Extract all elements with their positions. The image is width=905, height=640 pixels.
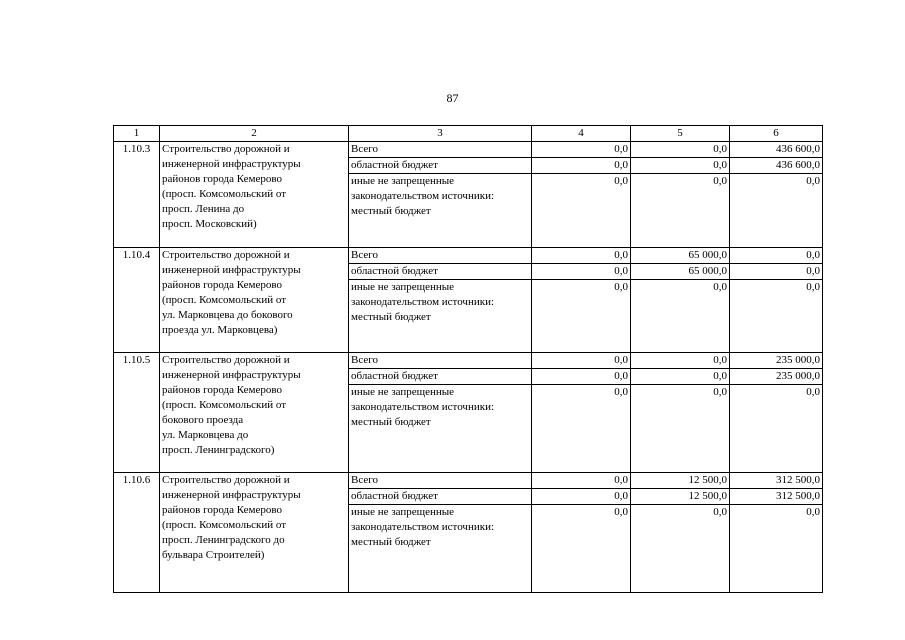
description-line: просп. Ленинградского) — [162, 444, 275, 456]
description-line: ул. Марковцева до бокового — [162, 309, 293, 321]
source-total-label: Всего — [349, 353, 532, 369]
description-line: инженерной инфраструктуры — [162, 264, 301, 276]
value-cell: 0,0 — [730, 280, 823, 353]
value-cell: 436 600,0 — [730, 158, 823, 174]
table-row-total — [114, 142, 823, 158]
value-cell: 235 000,0 — [730, 353, 823, 369]
value-cell: 0,0 — [532, 264, 631, 280]
source-other-line: иные не запрещенные — [351, 506, 455, 518]
row-number: 1.10.4 — [114, 248, 160, 353]
source-other-line: местный бюджет — [351, 416, 431, 428]
source-other-line: законодательством источники: — [351, 401, 495, 413]
value-cell: 0,0 — [532, 174, 631, 248]
description-line: бокового проезда — [162, 414, 244, 426]
row-number: 1.10.3 — [114, 142, 160, 248]
row-description — [160, 473, 349, 593]
value-cell: 0,0 — [631, 174, 730, 248]
source-other-label — [349, 505, 532, 593]
description-line: (просп. Комсомольский от — [162, 399, 287, 411]
value-cell: 12 500,0 — [631, 473, 730, 489]
source-total-label: Всего — [349, 142, 532, 158]
page-number: 87 — [446, 91, 459, 105]
source-other-line: местный бюджет — [351, 536, 431, 548]
value-cell: 0,0 — [730, 248, 823, 264]
value-cell: 312 500,0 — [730, 489, 823, 505]
description-line: Строительство дорожной и — [162, 474, 290, 486]
description-line: районов города Кемерово — [162, 504, 283, 516]
value-cell: 0,0 — [532, 473, 631, 489]
value-cell: 65 000,0 — [631, 264, 730, 280]
description-line: проезда ул. Марковцева) — [162, 324, 278, 336]
description-line: Строительство дорожной и — [162, 249, 290, 261]
row-number: 1.10.6 — [114, 473, 160, 593]
description-line: районов города Кемерово — [162, 384, 283, 396]
source-total-label: Всего — [349, 473, 532, 489]
value-cell: 0,0 — [631, 158, 730, 174]
value-cell: 436 600,0 — [730, 142, 823, 158]
description-line: Строительство дорожной и — [162, 354, 290, 366]
column-header: 3 — [349, 126, 532, 142]
value-cell: 0,0 — [631, 280, 730, 353]
description-line: бульвара Строителей) — [162, 549, 265, 561]
source-total-label: Всего — [349, 248, 532, 264]
value-cell: 0,0 — [532, 142, 631, 158]
source-other-line: местный бюджет — [351, 311, 431, 323]
value-cell: 0,0 — [631, 385, 730, 473]
description-line: инженерной инфраструктуры — [162, 369, 301, 381]
description-line: (просп. Комсомольский от — [162, 188, 287, 200]
value-cell: 12 500,0 — [631, 489, 730, 505]
column-header: 2 — [160, 126, 349, 142]
description-line: инженерной инфраструктуры — [162, 489, 301, 501]
description-line: просп. Ленинградского до — [162, 534, 285, 546]
value-cell: 0,0 — [730, 174, 823, 248]
table-row-total — [114, 248, 823, 264]
value-cell: 0,0 — [532, 248, 631, 264]
description-line: просп. Ленина до — [162, 203, 245, 215]
value-cell: 0,0 — [532, 353, 631, 369]
source-regional-label: областной бюджет — [349, 158, 532, 174]
source-other-line: иные не запрещенные — [351, 386, 455, 398]
table-row-total — [114, 473, 823, 489]
budget-table — [113, 125, 823, 593]
description-line: инженерной инфраструктуры — [162, 158, 301, 170]
value-cell: 312 500,0 — [730, 473, 823, 489]
value-cell: 0,0 — [631, 353, 730, 369]
row-number: 1.10.5 — [114, 353, 160, 473]
source-other-label — [349, 174, 532, 248]
value-cell: 0,0 — [532, 489, 631, 505]
description-line: (просп. Комсомольский от — [162, 294, 287, 306]
row-description — [160, 142, 349, 248]
source-regional-label: областной бюджет — [349, 369, 532, 385]
description-line: районов города Кемерово — [162, 173, 283, 185]
value-cell: 0,0 — [730, 264, 823, 280]
column-header: 4 — [532, 126, 631, 142]
table-row-total — [114, 353, 823, 369]
source-regional-label: областной бюджет — [349, 264, 532, 280]
value-cell: 0,0 — [532, 158, 631, 174]
value-cell: 0,0 — [631, 142, 730, 158]
value-cell: 0,0 — [532, 505, 631, 593]
source-other-line: иные не запрещенные — [351, 281, 455, 293]
value-cell: 0,0 — [532, 385, 631, 473]
source-other-line: местный бюджет — [351, 205, 431, 217]
value-cell: 0,0 — [631, 369, 730, 385]
source-other-line: законодательством источники: — [351, 521, 495, 533]
header-row — [114, 126, 823, 142]
description-line: просп. Московский) — [162, 218, 257, 230]
description-line: (просп. Комсомольский от — [162, 519, 287, 531]
source-other-label — [349, 280, 532, 353]
column-header: 1 — [114, 126, 160, 142]
value-cell: 0,0 — [532, 369, 631, 385]
value-cell: 65 000,0 — [631, 248, 730, 264]
row-description — [160, 248, 349, 353]
source-regional-label: областной бюджет — [349, 489, 532, 505]
column-header: 5 — [631, 126, 730, 142]
value-cell: 0,0 — [730, 505, 823, 593]
description-line: ул. Марковцева до — [162, 429, 249, 441]
value-cell: 0,0 — [730, 385, 823, 473]
value-cell: 0,0 — [631, 505, 730, 593]
source-other-line: иные не запрещенные — [351, 175, 455, 187]
column-header: 6 — [730, 126, 823, 142]
source-other-line: законодательством источники: — [351, 296, 495, 308]
value-cell: 0,0 — [532, 280, 631, 353]
value-cell: 235 000,0 — [730, 369, 823, 385]
row-description — [160, 353, 349, 473]
description-line: Строительство дорожной и — [162, 143, 290, 155]
source-other-line: законодательством источники: — [351, 190, 495, 202]
source-other-label — [349, 385, 532, 473]
description-line: районов города Кемерово — [162, 279, 283, 291]
